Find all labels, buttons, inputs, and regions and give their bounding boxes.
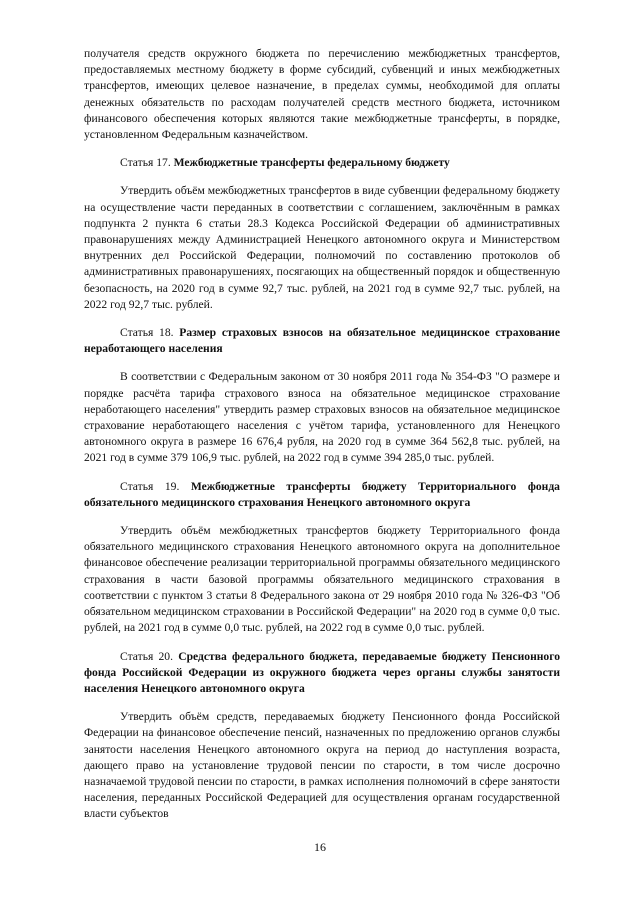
spacer <box>84 637 560 649</box>
article-19-body: Утвердить объём межбюджетных трансфертов бюджету Территориального фонда обязательного медицинского страхования Ненецкого автономного округа на дополнительное финансовое обеспечение реализации территориальной программы обязательного медицинского страхования в части базовой программы обязательного медицинского страхования в соответствии с пунктом 3 статьи 8 Федерального закона от 29 ноября 2010 года № 326-ФЗ "Об обязательном медицинском страховании в Российской Федерации" на 2020 год в сумме 0,0 тыс. рублей, на 2021 год в сумме 0,0 тыс. рублей, на 2022 год в сумме 0,0 тыс. рублей. <box>84 524 560 635</box>
article-20-label: Статья 20. <box>120 649 174 663</box>
article-18-label: Статья 18. <box>120 326 174 340</box>
spacer <box>84 467 560 479</box>
article-17-heading <box>84 155 560 171</box>
spacer <box>84 357 560 369</box>
article-19-label: Статья 19. <box>120 479 180 493</box>
page-number: 16 <box>314 840 326 854</box>
spacer <box>84 697 560 709</box>
intro-paragraph: получателя средств окружного бюджета по перечислению межбюджетных трансфертов, предоставляемых местному бюджету в форме субсидий, субвенций и иных межбюджетных трансфертов, имеющих целевое назначение, в пределах суммы, необходимой для оплаты денежных обязательств по расходам получателей средств местного бюджета, источником финансового обеспечения которых являются такие межбюджетные трансферты, в порядке, установленном Федеральным казначейством. <box>84 47 560 142</box>
article-20-heading <box>84 649 560 698</box>
article-18-body: В соответствии с Федеральным законом от 30 ноября 2011 года № 354-ФЗ "О размере и порядке расчёта тарифа страхового взноса на обязательное медицинское страхование неработающего населения" утвердить размер страховых взносов на обязательное медицинское страхование неработающего населения с учётом тарифа, установленного для Ненецкого автономного округа в размере 16 676,4 рубля, на 2020 год в сумме 364 562,8 тыс. рублей, на 2021 год в сумме 379 106,9 тыс. рублей, на 2022 год в сумме 394 285,0 тыс. рублей. <box>84 370 560 465</box>
article-19-title: Межбюджетные трансферты бюджету Территориального фонда обязательного медицинского страхования Ненецкого автономного округа <box>84 479 560 509</box>
article-18-title: Размер страховых взносов на обязательное медицинское страхование неработающего населения <box>84 326 560 356</box>
article-17-title: Межбюджетные трансферты федеральному бюджету <box>173 156 450 170</box>
spacer <box>84 511 560 523</box>
article-17-label: Статья 17. <box>120 156 171 170</box>
spacer <box>84 171 560 183</box>
article-20-body: Утвердить объём средств, передаваемых бюджету Пенсионного фонда Российской Федерации на финансовое обеспечение пенсий, назначенных по предложению органов службы занятости населения Ненецкого автономного округа на период до наступления возраста, дающего право на установление трудовой пенсии по старости, в том числе досрочно назначаемой трудовой пенсии по старости, в рамках исполнения полномочий в сфере занятости населения, переданных Российской Федерацией для осуществления органам государственной власти субъектов <box>84 710 560 821</box>
article-17-body: Утвердить объём межбюджетных трансфертов в виде субвенции федеральному бюджету на осуществление части переданных в соответствии с соглашением, заключённым в рамках подпункта 2 пункта 6 статьи 28.3 Кодекса Российской Федерации об административных правонарушениях между Администрацией Ненецкого автономного округа и Министерством внутренних дел Российской Федерации, полномочий по составлению протоколов об административных правонарушениях, посягающих на общественный порядок и общественную безопасность, на 2020 год в сумме 92,7 тыс. рублей, на 2021 год в сумме 92,7 тыс. рублей, на 2022 год 92,7 тыс. рублей. <box>84 184 560 311</box>
article-18-heading <box>84 325 560 357</box>
article-20-title: Средства федерального бюджета, передаваемые бюджету Пенсионного фонда Российской Федерации из окружного бюджета через органы службы занятости населения Ненецкого автономного округа <box>84 649 561 695</box>
document-page <box>84 46 560 823</box>
spacer <box>84 313 560 325</box>
article-19-heading <box>84 479 560 511</box>
spacer <box>84 143 560 155</box>
